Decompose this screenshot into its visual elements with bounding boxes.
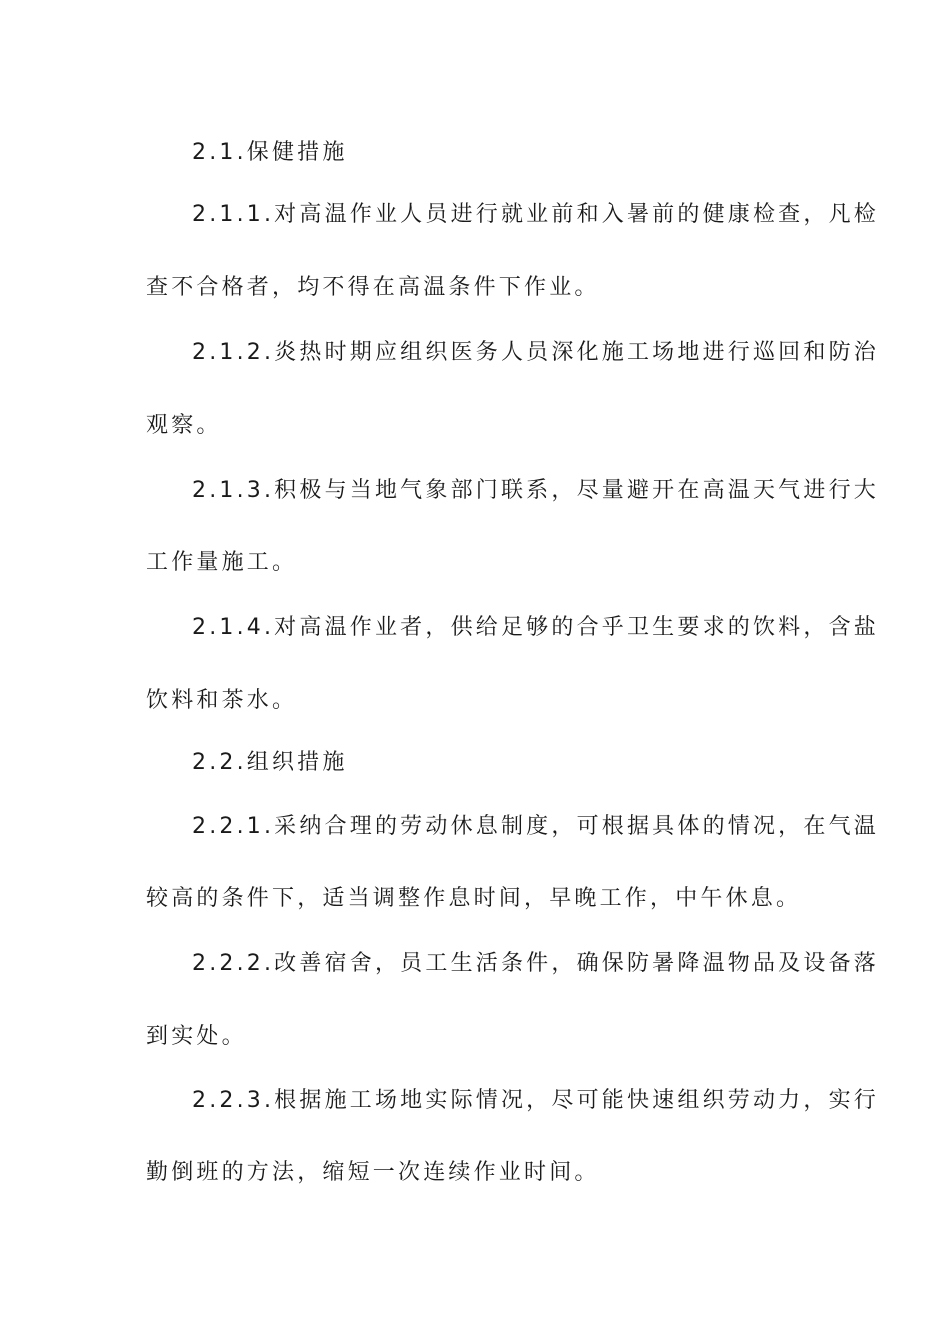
paragraph-line: 较高的条件下，适当调整作息时间，早晚工作，中午休息。 [146, 886, 802, 911]
paragraph-line: 2.1.3.积极与当地气象部门联系，尽量避开在高温天气进行大 [192, 478, 879, 503]
paragraph-line: 到实处。 [146, 1024, 247, 1049]
paragraph-line: 饮料和茶水。 [146, 688, 298, 713]
paragraph-line: 2.2.1.采纳合理的劳动休息制度，可根据具体的情况，在气温 [192, 814, 879, 839]
paragraph-line: 工作量施工。 [146, 550, 298, 575]
paragraph-line: 2.1.1.对高温作业人员进行就业前和入暑前的健康检查，凡检 [192, 202, 879, 227]
paragraph-line: 查不合格者，均不得在高温条件下作业。 [146, 275, 600, 300]
paragraph-line: 勤倒班的方法，缩短一次连续作业时间。 [146, 1160, 600, 1185]
paragraph-line: 2.2.3.根据施工场地实际情况，尽可能快速组织劳动力，实行 [192, 1088, 879, 1113]
paragraph-line: 2.1.2.炎热时期应组织医务人员深化施工场地进行巡回和防治 [192, 340, 879, 365]
paragraph-line: 观察。 [146, 413, 222, 438]
section-heading: 2.2.组织措施 [192, 750, 348, 775]
paragraph-line: 2.2.2.改善宿舍，员工生活条件，确保防暑降温物品及设备落 [192, 951, 879, 976]
section-heading: 2.1.保健措施 [192, 140, 348, 165]
paragraph-line: 2.1.4.对高温作业者，供给足够的合乎卫生要求的饮料，含盐 [192, 615, 879, 640]
